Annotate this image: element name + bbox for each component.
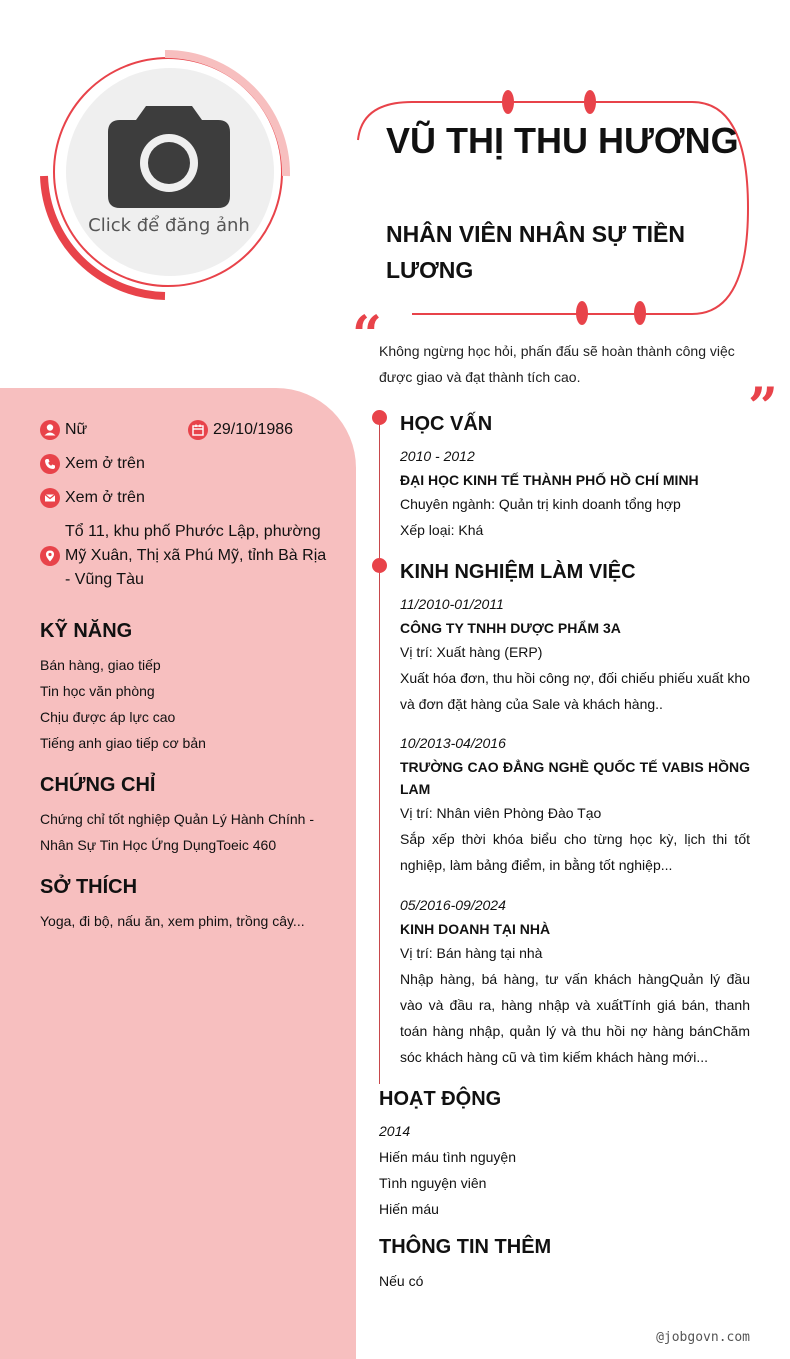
gender-text: Nữ [65, 421, 88, 438]
email-text: Xem ở trên [65, 489, 145, 506]
timeline-dot [372, 410, 387, 425]
experience-entry [400, 591, 750, 717]
education-entry [400, 443, 750, 543]
experience-position: Vị trí: Nhân viên Phòng Đào Tạo [400, 805, 602, 821]
experience-heading: KINH NGHIỆM LÀM VIỆC [400, 561, 636, 583]
education-major: Chuyên ngành: Quản trị kinh doanh tổng hợp [400, 496, 681, 512]
camera-icon [106, 100, 232, 210]
hobbies-text: Yoga, đi bộ, nấu ăn, xem phim, trồng cây... [40, 913, 305, 929]
candidate-name: VŨ THỊ THU HƯƠNG [386, 120, 739, 161]
experience-entry [400, 730, 750, 878]
phone-text: Xem ở trên [65, 455, 145, 472]
experience-date: 10/2013-04/2016 [400, 735, 506, 751]
experience-date: 11/2010-01/2011 [400, 596, 504, 612]
birthday-text: 29/10/1986 [213, 421, 294, 438]
email-icon [40, 488, 60, 508]
education-grade: Xếp loại: Khá [400, 522, 484, 538]
quote-close-icon: ” [748, 377, 778, 438]
education-heading: HỌC VẤN [400, 413, 493, 435]
education-date: 2010 - 2012 [400, 448, 475, 464]
additional-heading: THÔNG TIN THÊM [379, 1236, 552, 1258]
footer-brand: @jobgovn.com [656, 1330, 750, 1345]
additional-text: Nếu có [379, 1273, 424, 1289]
experience-description: Sắp xếp thời khóa biểu cho từng học kỳ, lịch thi tốt nghiệp, làm bảng điểm, in bằng tốt nghiệp... [400, 831, 750, 873]
address-text: Tổ 11, khu phố Phước Lập, phường Mỹ Xuân, Thị xã Phú Mỹ, tỉnh Bà Rịa - Vũng Tàu [65, 523, 327, 588]
career-objective: Không ngừng học hỏi, phấn đấu sẽ hoàn thành công việc được giao và đạt thành tích cao. [379, 343, 735, 385]
experience-date: 05/2016-09/2024 [400, 897, 506, 913]
skills-heading: KỸ NĂNG [40, 620, 133, 642]
education-school: ĐẠI HỌC KINH TẾ THÀNH PHỐ HỒ CHÍ MINH [400, 472, 699, 488]
list-item: Chịu được áp lực cao [40, 709, 176, 725]
experience-company: CÔNG TY TNHH DƯỢC PHẨM 3A [400, 620, 621, 636]
experience-description: Nhập hàng, bá hàng, tư vấn khách hàngQuản lý đầu vào và đầu ra, hàng nhập và xuấtTính giá bán, thanh toán hàng nhập, quản lý và thu hồi nợ hàng bánChăm sóc khách hàng cũ và tìm kiếm khách hàng mới... [400, 971, 750, 1065]
list-item: Hiến máu tình nguyện [379, 1149, 516, 1165]
certificates-heading: CHỨNG CHỈ [40, 774, 156, 796]
list-item: Tin học văn phòng [40, 683, 155, 699]
skills-list [40, 652, 330, 756]
calendar-icon [188, 420, 208, 440]
job-title: NHÂN VIÊN NHÂN SỰ TIỀN LƯƠNG [386, 221, 685, 283]
timeline-dot [372, 558, 387, 573]
experience-position: Vị trí: Bán hàng tại nhà [400, 945, 543, 961]
experience-company: TRƯỜNG CAO ĐẲNG NGHỀ QUỐC TẾ VABIS HỒNG LAM [400, 759, 750, 797]
experience-description: Xuất hóa đơn, thu hồi công nợ, đối chiếu phiếu xuất kho và đơn đặt hàng của Sale và khách hàng.. [400, 670, 750, 712]
quote-open-icon: “ [352, 305, 382, 366]
location-icon [40, 546, 60, 566]
list-item: Bán hàng, giao tiếp [40, 657, 161, 673]
certificates-text: Chứng chỉ tốt nghiệp Quản Lý Hành Chính - Nhân Sự Tin Học Ứng DụngToeic 460 [40, 811, 314, 853]
experience-position: Vị trí: Xuất hàng (ERP) [400, 644, 543, 660]
timeline-line [379, 418, 380, 1084]
list-item: Hiến máu [379, 1201, 439, 1217]
list-item: Tiếng anh giao tiếp cơ bản [40, 735, 206, 751]
experience-company: KINH DOANH TẠI NHÀ [400, 921, 551, 937]
activities-date: 2014 [379, 1123, 411, 1139]
avatar[interactable] [30, 40, 300, 310]
phone-icon [40, 454, 60, 474]
user-icon [40, 420, 60, 440]
avatar-upload-label: Click để đăng ảnh [88, 215, 250, 236]
activities-heading: HOẠT ĐỘNG [379, 1088, 502, 1110]
experience-entry [400, 892, 750, 1070]
activities-entry [379, 1118, 749, 1222]
list-item: Tình nguyện viên [379, 1175, 487, 1191]
hobbies-heading: SỞ THÍCH [40, 876, 138, 898]
